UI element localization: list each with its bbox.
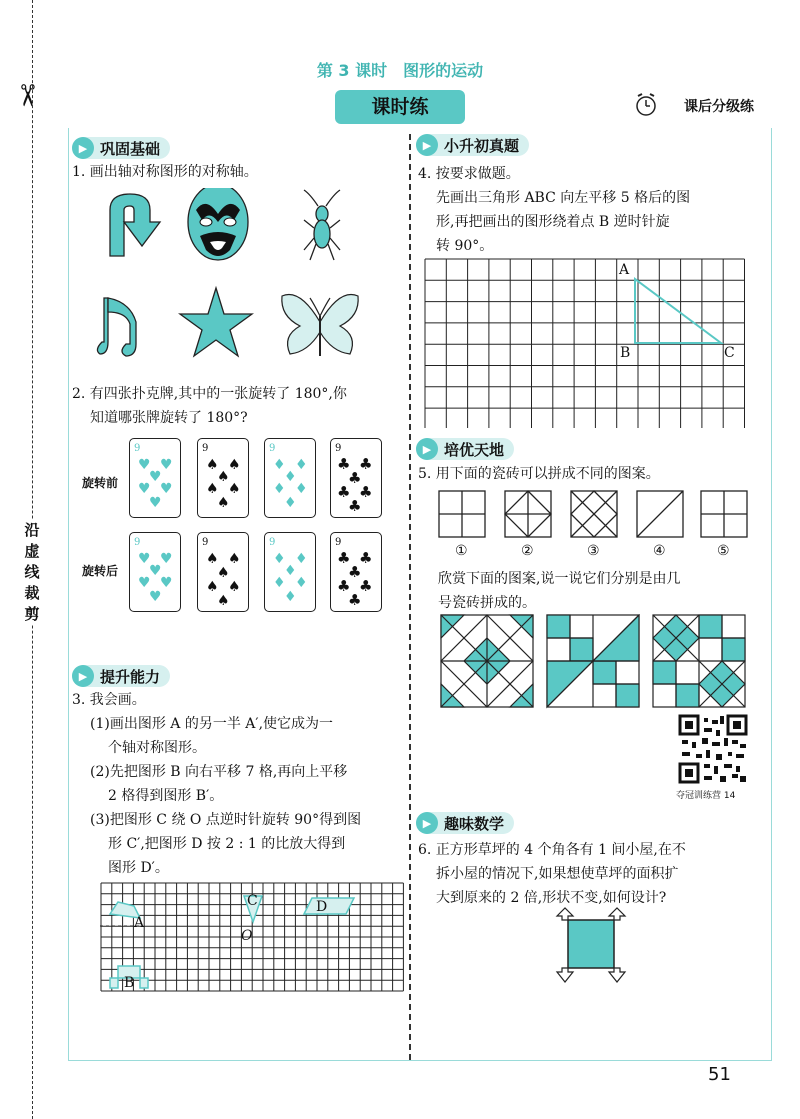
- uturn-arrow-figure: [110, 194, 160, 256]
- svg-text:♠: ♠: [217, 495, 230, 511]
- svg-text:♦: ♦: [273, 481, 286, 497]
- column-divider: [409, 134, 411, 1060]
- svg-text:♦: ♦: [295, 457, 308, 473]
- svg-text:9: 9: [335, 537, 342, 548]
- label-c: C: [247, 893, 258, 909]
- section-exam: ▶ 小升初真题: [416, 132, 529, 158]
- butterfly-figure: [282, 294, 358, 356]
- svg-text:♦: ♦: [295, 551, 308, 567]
- shape-d: [304, 898, 354, 914]
- svg-text:♥: ♥: [138, 575, 151, 591]
- section-fun: ▶ 趣味数学: [416, 810, 514, 836]
- svg-text:♥: ♥: [138, 481, 151, 497]
- grid-q4: [424, 258, 746, 428]
- tile-4: [637, 491, 683, 537]
- row-label-after: 旋转后: [82, 564, 119, 578]
- patterns: [440, 614, 746, 710]
- svg-text:♦: ♦: [273, 457, 286, 473]
- pattern-1: [441, 615, 533, 707]
- svg-text:♣: ♣: [348, 469, 362, 487]
- svg-text:♥: ♥: [149, 589, 162, 605]
- play-icon: ▶: [72, 665, 94, 687]
- lesson-title: 第 3 课时 图形的运动: [316, 61, 484, 80]
- svg-text:9: 9: [202, 537, 209, 548]
- scissors-icon: ✂: [9, 82, 45, 109]
- svg-text:♥: ♥: [149, 563, 162, 579]
- section-basic: ▶ 巩固基础: [72, 135, 170, 161]
- svg-text:♥: ♥: [160, 575, 173, 591]
- svg-text:♦: ♦: [284, 589, 297, 605]
- cricket-figure: [304, 190, 340, 260]
- opera-mask-figure: [188, 188, 248, 260]
- card-hearts-before: [129, 438, 181, 518]
- svg-text:♦: ♦: [273, 551, 286, 567]
- svg-text:♦: ♦: [273, 575, 286, 591]
- svg-text:♣: ♣: [359, 549, 373, 567]
- svg-text:♠: ♠: [206, 481, 219, 497]
- pattern-2: [547, 615, 639, 707]
- section-advance: ▶ 培优天地: [416, 436, 514, 462]
- qr-code-icon: [678, 714, 748, 784]
- house-icon: [609, 968, 625, 982]
- play-icon: ▶: [72, 137, 94, 159]
- svg-text:♥: ♥: [149, 495, 162, 511]
- label-a: A: [134, 915, 145, 931]
- question-3: 3. 我会画。 (1)画出图形 A 的另一半 A′,使它成为一 个轴对称图形。 (2)先把图形 B 向右平移 7 格,再向上平移 2 格得到图形 B′。 (3)把图形 C 绕 O 点逆时针旋转 90°得到图 形 C′,把图形 D 按 2 : 1 的比放大得到 图形 D′。: [72, 692, 362, 876]
- question-4: 4. 按要求做题。 先画出三角形 ABC 向左平移 5 格后的图 形,再把画出的图形绕着点 B 逆时针旋 转 90°。: [418, 166, 691, 254]
- svg-text:♣: ♣: [359, 455, 373, 473]
- svg-text:9: 9: [335, 443, 342, 454]
- label-c: C: [724, 345, 735, 361]
- symmetry-figures: [96, 188, 396, 368]
- card-hearts-after: [129, 532, 181, 612]
- svg-text:♣: ♣: [348, 497, 362, 515]
- tile-number-5: ⑤: [717, 543, 730, 559]
- svg-text:♥: ♥: [160, 457, 173, 473]
- svg-text:♠: ♠: [217, 593, 230, 609]
- question-2: 2. 有四张扑克牌,其中的一张旋转了 180°,你 知道哪张牌旋转了 180°?: [72, 386, 347, 426]
- tile-1: [439, 491, 485, 537]
- svg-text:♥: ♥: [138, 551, 151, 567]
- svg-text:♠: ♠: [228, 481, 241, 497]
- card-value: 9: [134, 443, 141, 454]
- svg-text:♦: ♦: [295, 481, 308, 497]
- svg-text:♣: ♣: [337, 549, 351, 567]
- question-1: 1. 画出轴对称图形的对称轴。: [72, 164, 258, 180]
- svg-text:♣: ♣: [348, 563, 362, 581]
- question-5: 5. 用下面的瓷砖可以拼成不同的图案。: [418, 466, 660, 482]
- svg-text:♠: ♠: [206, 457, 219, 473]
- play-icon: ▶: [416, 438, 438, 460]
- label-b: B: [620, 345, 631, 361]
- star-figure: [180, 288, 252, 356]
- label-o: O: [241, 928, 253, 944]
- music-note-figure: [97, 298, 136, 356]
- card-diamonds-after: [264, 532, 316, 612]
- play-icon: ▶: [416, 812, 438, 834]
- card-diamonds-before: [264, 438, 316, 518]
- svg-text:♣: ♣: [348, 591, 362, 609]
- svg-text:♥: ♥: [160, 551, 173, 567]
- svg-text:9: 9: [269, 443, 276, 454]
- label-a: A: [619, 262, 630, 278]
- tile-3: [571, 491, 617, 537]
- question-5-text: 欣赏下面的图案,说一说它们分别是由几 号瓷砖拼成的。: [438, 571, 681, 611]
- card-spades-after: [197, 532, 249, 612]
- card-clubs-before: [330, 438, 382, 518]
- svg-text:♦: ♦: [284, 495, 297, 511]
- label-b: B: [124, 975, 135, 991]
- svg-text:9: 9: [134, 537, 141, 548]
- page-number: 51: [708, 1064, 731, 1085]
- row-label-before: 旋转前: [82, 476, 119, 490]
- house-icon: [609, 908, 625, 920]
- svg-text:♦: ♦: [295, 575, 308, 591]
- svg-text:♠: ♠: [228, 551, 241, 567]
- section-ability: ▶ 提升能力: [72, 663, 170, 689]
- label-d: D: [316, 899, 328, 915]
- svg-text:♥: ♥: [149, 469, 162, 485]
- svg-text:♠: ♠: [206, 579, 219, 595]
- tile-number-2: ②: [521, 543, 534, 559]
- tile-number-4: ④: [653, 543, 666, 559]
- clock-icon: [632, 92, 660, 118]
- cut-instruction: 沿 虚 线 裁 剪: [14, 520, 50, 625]
- lawn-figure: [554, 906, 630, 986]
- svg-text:♠: ♠: [228, 457, 241, 473]
- qr-caption: 夺冠训练营 14: [676, 791, 736, 801]
- svg-text:♠: ♠: [228, 579, 241, 595]
- svg-text:♣: ♣: [359, 577, 373, 595]
- svg-text:♠: ♠: [217, 469, 230, 485]
- triangle-abc: [635, 279, 721, 343]
- svg-text:♥: ♥: [138, 457, 151, 473]
- card-clubs-after: [330, 532, 382, 612]
- tile-number-1: ①: [455, 543, 468, 559]
- question-6: 6. 正方形草坪的 4 个角各有 1 间小屋,在不 拆小屋的情况下,如果想使草坪的面积扩 大到原来的 2 倍,形状不变,如何设计?: [418, 842, 686, 906]
- play-icon: ▶: [416, 134, 438, 156]
- svg-text:♠: ♠: [206, 551, 219, 567]
- svg-text:♣: ♣: [359, 483, 373, 501]
- house-icon: [557, 908, 573, 920]
- svg-text:9: 9: [202, 443, 209, 454]
- svg-text:9: 9: [269, 537, 276, 548]
- banner: [335, 90, 465, 124]
- svg-text:♥: ♥: [160, 481, 173, 497]
- svg-text:♦: ♦: [284, 469, 297, 485]
- svg-text:♣: ♣: [337, 483, 351, 501]
- svg-text:♦: ♦: [284, 563, 297, 579]
- tiles: [438, 490, 748, 540]
- pattern-3: [653, 615, 745, 707]
- svg-text:♣: ♣: [337, 455, 351, 473]
- tier-label: 课后分级练: [684, 99, 754, 115]
- svg-text:♠: ♠: [217, 565, 230, 581]
- tile-5: [701, 491, 747, 537]
- tile-number-3: ③: [587, 543, 600, 559]
- svg-text:♣: ♣: [337, 577, 351, 595]
- card-spades-before: [197, 438, 249, 518]
- banner-text: 课时练: [371, 96, 429, 118]
- tile-2: [505, 491, 551, 537]
- house-icon: [557, 968, 573, 982]
